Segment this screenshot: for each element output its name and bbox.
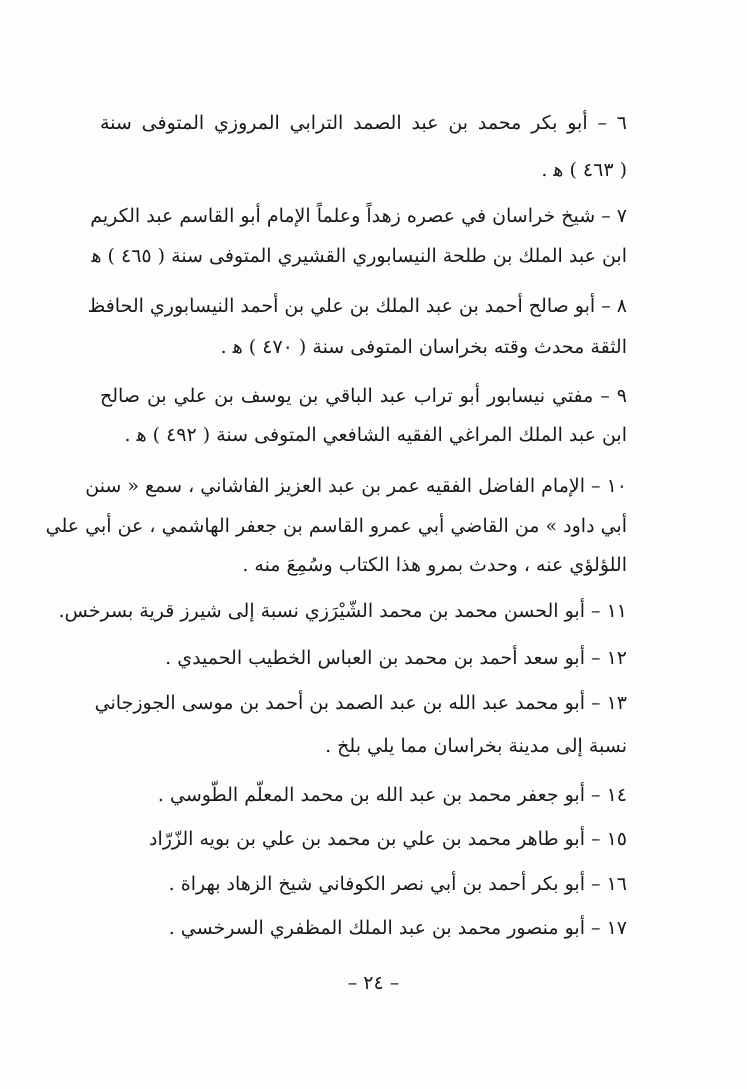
entry-15-line-1: ١٥ – أبو طاهر محمد بن علي بن محمد بن علي بن بويه الزّرّاد: [148, 828, 627, 850]
entry-11-line-1: ١١ – أبو الحسن محمد بن محمد الشّيْرَزي نسبة إلى شيرز قرية بسرخس.: [58, 600, 627, 622]
entry-14-line-1: ١٤ – أبو جعفر محمد بن عبد الله بن محمد المعلّم الطّوسي .: [157, 784, 627, 806]
page-number: – ٢٤ –: [347, 972, 400, 994]
entry-6-line-1: ٦ – أبو بكر محمد بن عبد الصمد الترابي المروزي المتوفى سنة: [100, 112, 627, 134]
entry-10-line-3: اللؤلؤي عنه ، وحدث بمرو هذا الكتاب وسُمِعَ منه .: [242, 554, 627, 576]
entry-16-line-1: ١٦ – أبو بكر أحمد بن أبي نصر الكوفاني شيخ الزهاد بهراة .: [168, 873, 627, 895]
entry-7-line-1: ٧ – شيخ خراسان في عصره زهداً وعلماً الإمام أبو القاسم عبد الكريم: [90, 205, 627, 227]
entry-17-line-1: ١٧ – أبو منصور محمد بن عبد الملك المظفري السرخسي .: [168, 917, 627, 939]
entry-13-line-2: نسبة إلى مدينة بخراسان مما يلي بلخ .: [325, 735, 627, 757]
entry-9-line-2: ابن عبد الملك المراغي الفقيه الشافعي المتوفى سنة ( ٤٩٢ ) ﻫ .: [124, 424, 627, 446]
entry-8-line-2: الثقة محدث وقته بخراسان المتوفى سنة ( ٤٧٠ ) ﻫ .: [220, 336, 627, 358]
entry-10-line-1: ١٠ – الإمام الفاضل الفقيه عمر بن عبد العزيز الفاشاني ، سمع « سنن: [85, 475, 627, 497]
entry-8-line-1: ٨ – أبو صالح أحمد بن عبد الملك بن علي بن أحمد النيسابوري الحافظ: [87, 295, 627, 317]
entry-9-line-1: ٩ – مفتي نيسابور أبو تراب عبد الباقي بن يوسف بن علي بن صالح: [100, 385, 627, 407]
entry-13-line-1: ١٣ – أبو محمد عبد الله بن عبد الصمد بن أحمد بن موسى الجوزجاني: [94, 692, 627, 714]
entry-7-line-2: ابن عبد الملك بن طلحة النيسابوري القشيري المتوفى سنة ( ٤٦٥ ) ﻫ: [91, 245, 627, 267]
entry-10-line-2: أبي داود » من القاضي أبي عمرو القاسم بن جعفر الهاشمي ، عن أبي علي: [45, 515, 627, 537]
entry-12-line-1: ١٢ – أبو سعد أحمد بن محمد بن العباس الخطيب الحميدي .: [165, 647, 627, 669]
entry-6-line-2: ( ٤٦٣ ) ﻫ .: [541, 159, 627, 181]
